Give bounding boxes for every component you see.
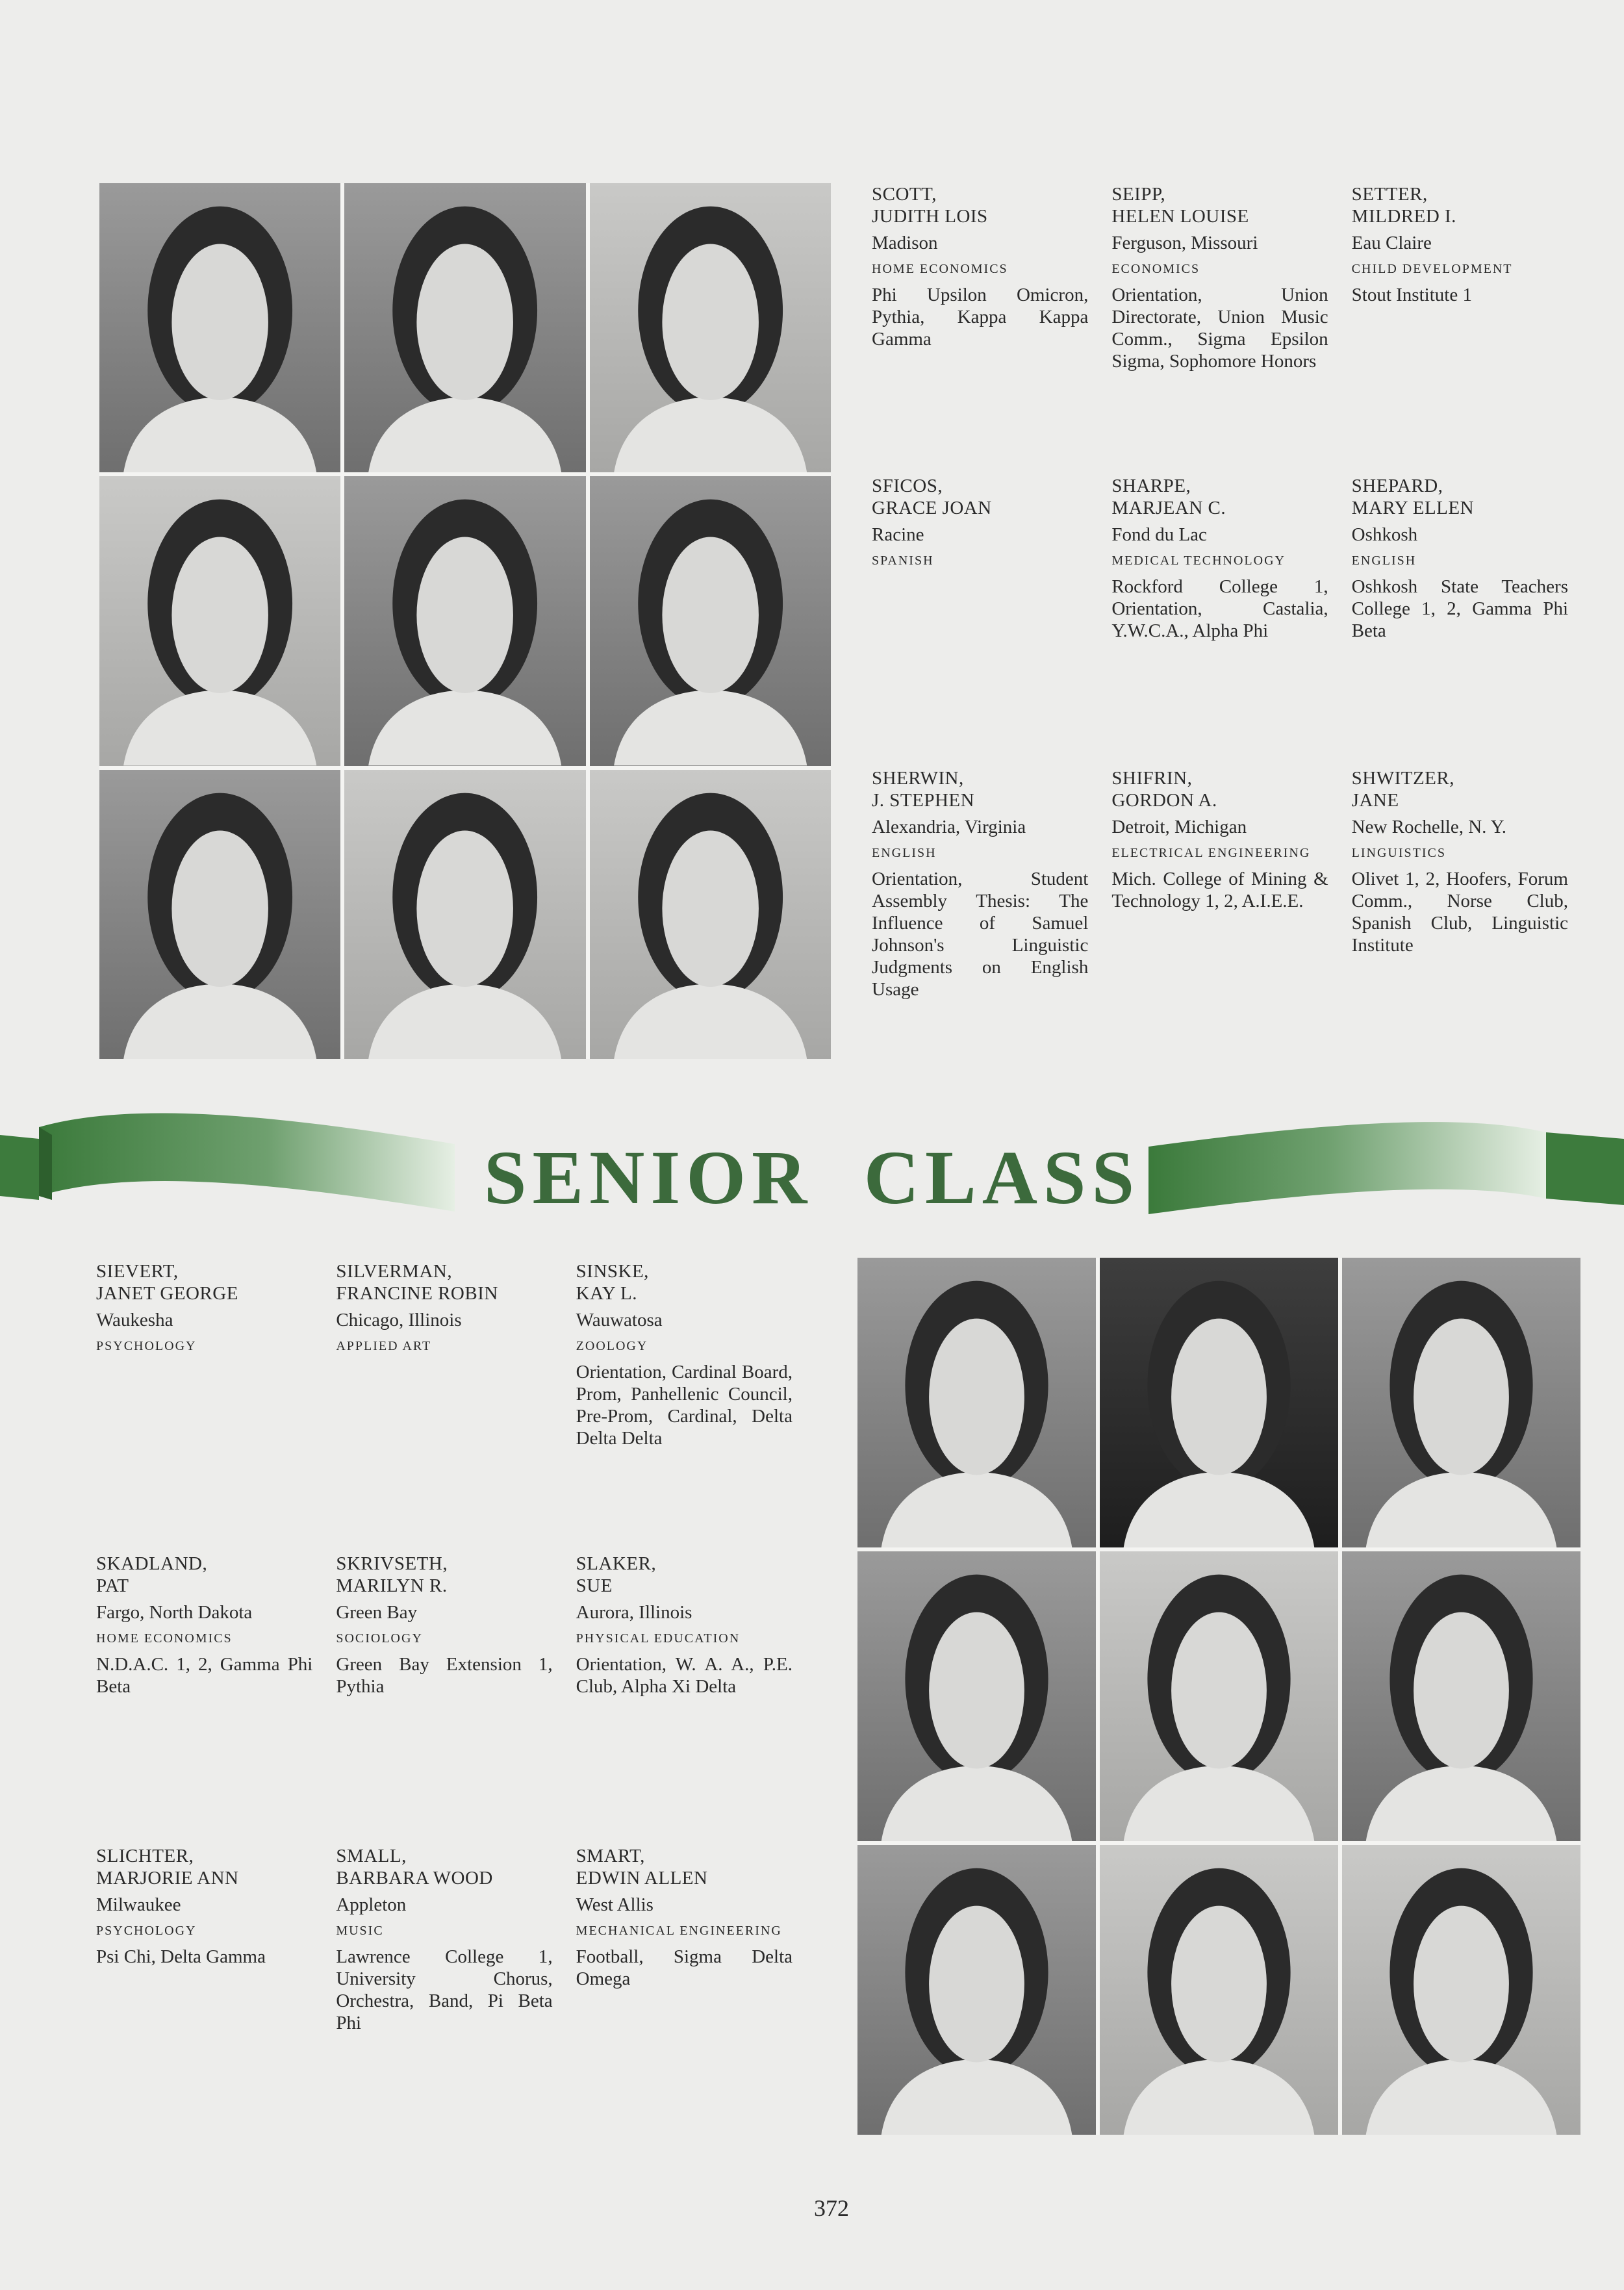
top-entries: [872, 183, 1592, 1059]
portrait-silhouette-icon: [1100, 1845, 1338, 2135]
entry-hometown: Appleton: [336, 1894, 407, 1915]
entry-surname: SHARPE,: [1111, 476, 1191, 497]
entry-hometown: Oshkosh: [1351, 524, 1418, 546]
entry-skadland: [96, 1553, 336, 1845]
portrait-silhouette-icon: [857, 1551, 1096, 1841]
portrait-sherwin: [99, 770, 340, 1059]
portrait-shepard: [590, 476, 831, 765]
entry-given-name: HELEN LOUISE: [1111, 206, 1249, 227]
entry-hometown: Wauwatosa: [576, 1310, 663, 1330]
entry-activities: Orientation, W. A. A., P.E. Club, Alpha Xi Delta: [576, 1654, 793, 1697]
entry-activities: Olivet 1, 2, Hoofers, Forum Comm., Norse Club, Spanish Club, Linguistic Institute: [1351, 868, 1568, 956]
entry-surname: SEIPP,: [1111, 184, 1166, 205]
entry-activities: N.D.A.C. 1, 2, Gamma Phi Beta: [96, 1654, 313, 1697]
entry-given-name: MARJORIE ANN: [96, 1868, 239, 1889]
entry-surname: SETTER,: [1351, 184, 1428, 205]
entry-surname: SHERWIN,: [872, 767, 964, 789]
entry-activities: Psi Chi, Delta Gamma: [96, 1946, 266, 1967]
entry-given-name: PAT: [96, 1575, 129, 1596]
entry-given-name: JANE: [1351, 789, 1399, 811]
portrait-smart: [1342, 1845, 1580, 2135]
entry-given-name: JUDITH LOIS: [872, 206, 988, 227]
portrait-silhouette-icon: [1342, 1551, 1580, 1841]
entry-surname: SILVERMAN,: [336, 1261, 453, 1282]
entry-sficos: [872, 475, 1111, 767]
entry-given-name: BARBARA WOOD: [336, 1868, 493, 1889]
portrait-silhouette-icon: [1100, 1551, 1338, 1841]
senior-class-banner: [0, 1101, 1624, 1218]
entry-major: MUSIC: [336, 1924, 384, 1938]
entry-surname: SMALL,: [336, 1846, 407, 1866]
entry-given-name: GRACE JOAN: [872, 498, 992, 519]
entry-surname: SMART,: [576, 1846, 645, 1866]
entry-activities: Orientation, Cardinal Board, Prom, Panhellenic Council, Pre-Prom, Cardinal, Delta Delta Delta: [576, 1362, 793, 1449]
entry-surname: SIEVERT,: [96, 1261, 179, 1282]
portrait-setter: [590, 183, 831, 472]
entry-activities: Mich. College of Mining & Technology 1, 2, A.I.E.E.: [1111, 868, 1328, 911]
entry-small: [336, 1845, 576, 2137]
entry-hometown: Milwaukee: [96, 1894, 181, 1915]
entry-given-name: FRANCINE ROBIN: [336, 1283, 498, 1304]
entry-sharpe: [1111, 475, 1351, 767]
entry-surname: SINSKE,: [576, 1261, 649, 1282]
entry-hometown: Green Bay: [336, 1602, 418, 1623]
portrait-silhouette-icon: [344, 183, 585, 472]
entry-given-name: MARJEAN C.: [1111, 498, 1226, 519]
entry-silverman: [336, 1260, 576, 1553]
portrait-seipp: [344, 183, 585, 472]
portrait-silhouette-icon: [1100, 1258, 1338, 1547]
entry-given-name: SUE: [576, 1575, 613, 1596]
portrait-sharpe: [344, 476, 585, 765]
entry-hometown: Chicago, Illinois: [336, 1310, 462, 1330]
portrait-shifrin: [344, 770, 585, 1059]
entry-shifrin: [1111, 767, 1351, 1059]
entry-major: ZOOLOGY: [576, 1339, 648, 1353]
portrait-skadland: [857, 1551, 1096, 1841]
entry-given-name: EDWIN ALLEN: [576, 1868, 708, 1889]
entry-given-name: GORDON A.: [1111, 789, 1217, 811]
entry-surname: SHEPARD,: [1351, 476, 1443, 497]
portrait-skrivseth: [1100, 1551, 1338, 1841]
entry-scott: [872, 183, 1111, 475]
entry-activities: Orientation, Student Assembly Thesis: The Influence of Samuel Johnson's Linguistic Judgments on English Usage: [872, 868, 1089, 1000]
entry-skrivseth: [336, 1553, 576, 1845]
entry-hometown: Ferguson, Missouri: [1111, 233, 1258, 253]
entry-major: PHYSICAL EDUCATION: [576, 1631, 741, 1646]
entry-given-name: MARILYN R.: [336, 1575, 448, 1596]
banner-title: SENIOR CLASS: [483, 1135, 1141, 1220]
entry-major: HOME ECONOMICS: [96, 1631, 233, 1646]
entry-hometown: Eau Claire: [1351, 233, 1432, 253]
portrait-silhouette-icon: [99, 476, 340, 765]
entry-activities: Oshkosh State Teachers College 1, 2, Gamma Phi Beta: [1351, 576, 1568, 642]
entry-activities: Rockford College 1, Orientation, Castalia, Y.W.C.A., Alpha Phi: [1111, 576, 1328, 642]
portrait-silhouette-icon: [857, 1845, 1096, 2135]
bottom-portrait-grid: [857, 1258, 1580, 2135]
entry-major: LINGUISTICS: [1351, 845, 1446, 860]
portrait-sinske: [1342, 1258, 1580, 1547]
entry-sievert: [96, 1260, 336, 1553]
portrait-silhouette-icon: [1342, 1258, 1580, 1547]
portrait-silhouette-icon: [590, 770, 831, 1059]
entry-major: CHILD DEVELOPMENT: [1351, 262, 1513, 276]
entry-given-name: MILDRED I.: [1351, 206, 1456, 227]
portrait-silhouette-icon: [857, 1258, 1096, 1547]
entry-setter: [1352, 183, 1592, 475]
portrait-silhouette-icon: [590, 183, 831, 472]
entry-surname: SLAKER,: [576, 1553, 657, 1574]
entry-slichter: [96, 1845, 336, 2137]
entry-sherwin: [872, 767, 1111, 1059]
entry-activities: Stout Institute 1: [1351, 285, 1472, 305]
entry-major: SOCIOLOGY: [336, 1631, 423, 1646]
entry-hometown: Detroit, Michigan: [1111, 816, 1247, 837]
entry-major: PSYCHOLOGY: [96, 1339, 197, 1353]
portrait-small: [1100, 1845, 1338, 2135]
entry-hometown: West Allis: [576, 1894, 653, 1915]
entry-shwitzer: [1352, 767, 1592, 1059]
entry-sinske: [576, 1260, 816, 1553]
portrait-sievert: [857, 1258, 1096, 1547]
entry-major: ENGLISH: [872, 845, 937, 860]
entry-activities: Football, Sigma Delta Omega: [576, 1946, 793, 1989]
entry-major: APPLIED ART: [336, 1339, 432, 1353]
entry-given-name: J. STEPHEN: [872, 789, 975, 811]
entry-activities: Lawrence College 1, University Chorus, Orchestra, Band, Pi Beta Phi: [336, 1946, 553, 2033]
bottom-entries: [96, 1260, 816, 2137]
entry-major: PSYCHOLOGY: [96, 1924, 197, 1938]
entry-slaker: [576, 1553, 816, 1845]
portrait-silhouette-icon: [99, 183, 340, 472]
entry-hometown: Waukesha: [96, 1310, 173, 1330]
page-number: 372: [814, 2195, 849, 2221]
entry-major: SPANISH: [872, 553, 934, 568]
entry-hometown: Alexandria, Virginia: [872, 816, 1026, 837]
entry-shepard: [1352, 475, 1592, 767]
entry-major: MECHANICAL ENGINEERING: [576, 1924, 782, 1938]
entry-seipp: [1111, 183, 1351, 475]
entry-activities: Orientation, Union Directorate, Union Music Comm., Sigma Epsilon Sigma, Sophomore Honors: [1111, 285, 1328, 372]
entry-hometown: Fargo, North Dakota: [96, 1602, 253, 1623]
entry-smart: [576, 1845, 816, 2137]
entry-major: ECONOMICS: [1111, 262, 1200, 276]
entry-hometown: Aurora, Illinois: [576, 1602, 692, 1623]
entry-given-name: JANET GEORGE: [96, 1283, 238, 1304]
portrait-silhouette-icon: [344, 770, 585, 1059]
entry-surname: SFICOS,: [872, 476, 943, 497]
portrait-silhouette-icon: [590, 476, 831, 765]
entry-given-name: KAY L.: [576, 1283, 637, 1304]
portrait-sficos: [99, 476, 340, 765]
entry-surname: SKRIVSETH,: [336, 1553, 448, 1574]
entry-hometown: New Rochelle, N. Y.: [1351, 816, 1507, 837]
entry-hometown: Madison: [872, 233, 938, 253]
entry-major: MEDICAL TECHNOLOGY: [1111, 553, 1286, 568]
portrait-slaker: [1342, 1551, 1580, 1841]
entry-given-name: MARY ELLEN: [1351, 498, 1475, 519]
portrait-scott: [99, 183, 340, 472]
entry-surname: SHWITZER,: [1351, 767, 1454, 789]
portrait-slichter: [857, 1845, 1096, 2135]
portrait-silverman: [1100, 1258, 1338, 1547]
portrait-silhouette-icon: [344, 476, 585, 765]
top-portrait-grid: [99, 183, 831, 1059]
entry-hometown: Racine: [872, 524, 924, 546]
entry-surname: SCOTT,: [872, 184, 937, 205]
entry-major: ENGLISH: [1351, 553, 1417, 568]
entry-activities: Phi Upsilon Omicron, Pythia, Kappa Kappa Gamma: [872, 285, 1089, 350]
entry-surname: SLICHTER,: [96, 1846, 194, 1866]
entry-hometown: Fond du Lac: [1111, 524, 1207, 546]
entry-activities: Green Bay Extension 1, Pythia: [336, 1654, 553, 1697]
portrait-silhouette-icon: [99, 770, 340, 1059]
portrait-silhouette-icon: [1342, 1845, 1580, 2135]
entry-major: HOME ECONOMICS: [872, 262, 1008, 276]
entry-surname: SKADLAND,: [96, 1553, 208, 1574]
entry-surname: SHIFRIN,: [1111, 767, 1193, 789]
entry-major: ELECTRICAL ENGINEERING: [1111, 845, 1311, 860]
portrait-shwitzer: [590, 770, 831, 1059]
